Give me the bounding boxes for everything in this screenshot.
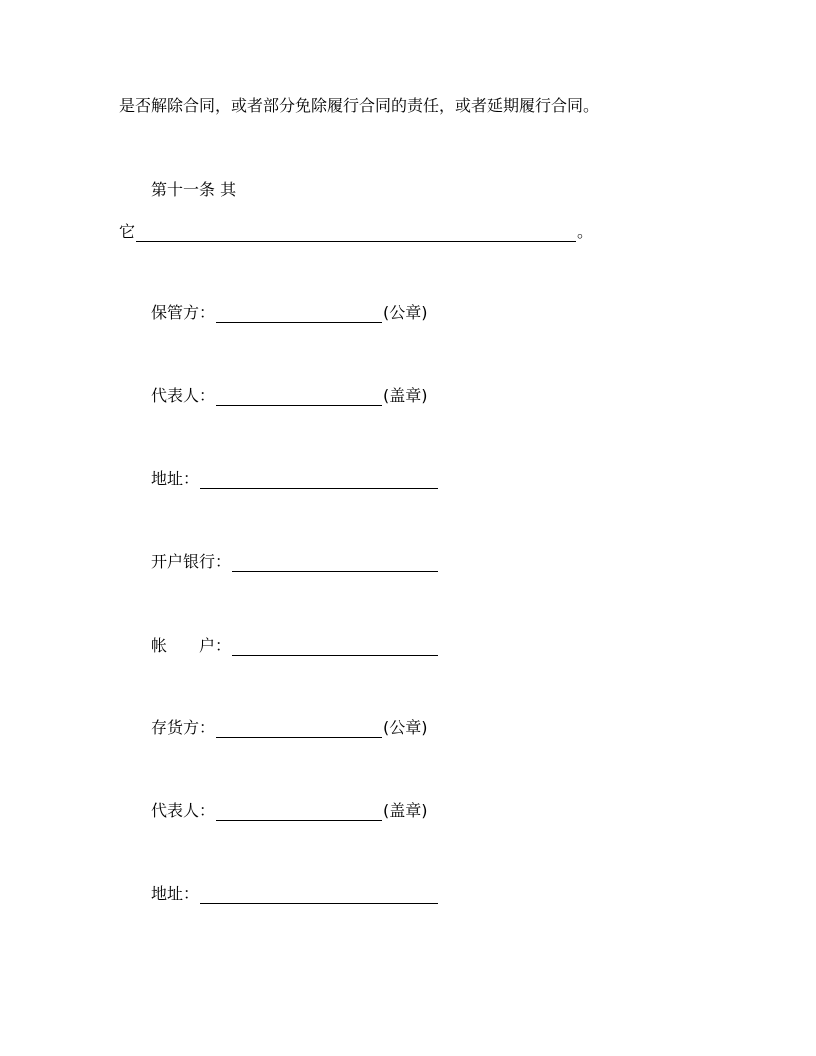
depositor-seal-note: (公章)	[383, 718, 428, 737]
custodian-name-blank[interactable]	[216, 304, 382, 323]
custodian-name-row	[151, 303, 428, 323]
other-end-punctuation: 。	[577, 222, 594, 241]
depositor-rep-row	[151, 801, 428, 821]
custodian-rep-label: 代表人：	[151, 386, 216, 405]
custodian-address-row	[151, 469, 439, 489]
custodian-seal-note: (公章)	[383, 303, 428, 322]
custodian-account-row	[151, 636, 439, 656]
depositor-rep-seal-note: (盖章)	[383, 801, 428, 820]
depositor-rep-blank[interactable]	[216, 802, 382, 821]
article-11-other-line	[119, 222, 593, 242]
paragraph-termination	[119, 96, 599, 116]
custodian-rep-seal-note: (盖章)	[383, 386, 428, 405]
custodian-bank-label: 开户银行：	[151, 552, 232, 571]
depositor-address-label: 地址：	[151, 884, 200, 903]
custodian-rep-row	[151, 386, 428, 406]
custodian-name-label: 保管方：	[151, 303, 216, 322]
custodian-bank-blank[interactable]	[232, 553, 438, 572]
other-terms-blank[interactable]	[136, 223, 576, 242]
custodian-account-blank[interactable]	[232, 637, 438, 656]
other-lead-text: 它	[119, 222, 136, 241]
depositor-address-row	[151, 884, 439, 904]
article-11-heading	[151, 180, 236, 200]
depositor-address-blank[interactable]	[200, 885, 438, 904]
custodian-account-label-b: 户：	[199, 636, 232, 655]
paragraph-text: 是否解除合同，或者部分免除履行合同的责任，或者延期履行合同。	[119, 96, 600, 115]
depositor-name-label: 存货方：	[151, 718, 216, 737]
custodian-address-label: 地址：	[151, 469, 200, 488]
depositor-name-row	[151, 718, 428, 738]
custodian-address-blank[interactable]	[200, 470, 438, 489]
custodian-account-label-a: 帐	[151, 636, 168, 655]
article-heading-text: 第十一条 其	[151, 180, 237, 199]
depositor-rep-label: 代表人：	[151, 801, 216, 820]
custodian-bank-row	[151, 552, 439, 572]
depositor-name-blank[interactable]	[216, 719, 382, 738]
custodian-rep-blank[interactable]	[216, 387, 382, 406]
